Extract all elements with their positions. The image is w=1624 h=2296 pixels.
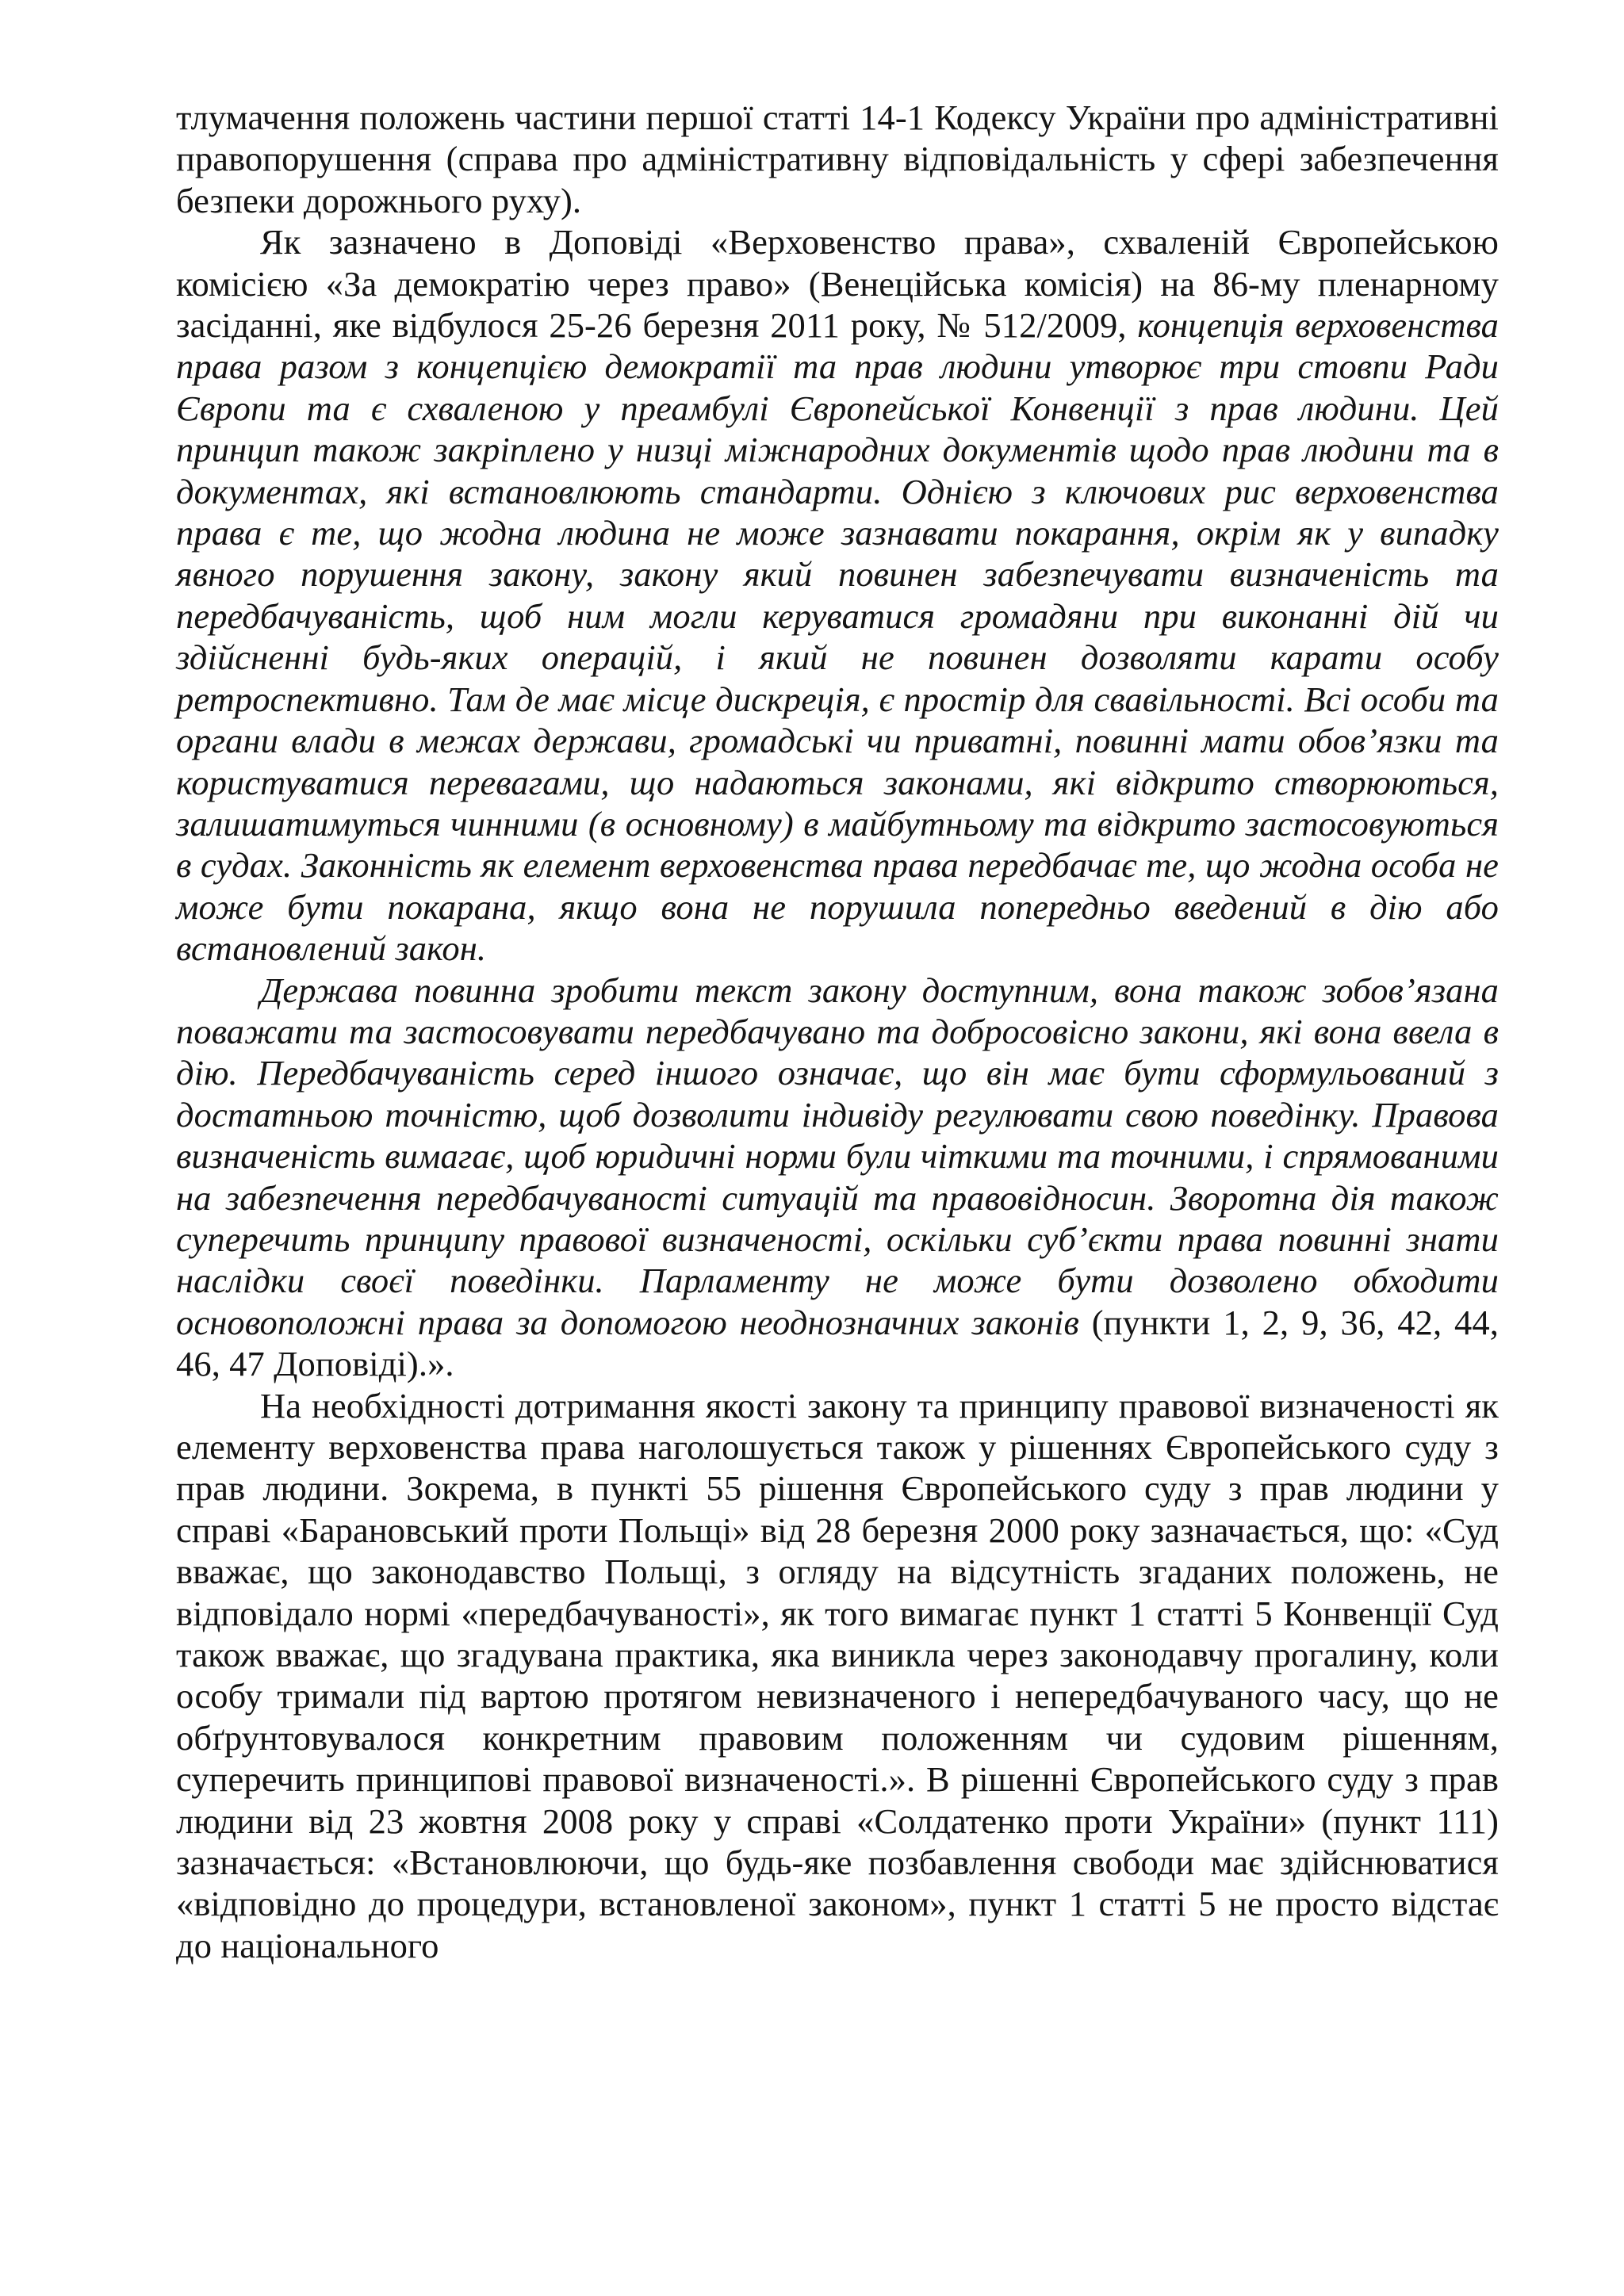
paragraph-echr-case-law <box>176 1385 1499 1967</box>
paragraph-text-run: (пункти 1, 2, 9, 36, 42, 44, 46, 47 Доповіді).». <box>176 1302 1499 1384</box>
paragraph-text-run: тлумачення положень частини першої статті 14-1 Кодексу України про адміністративні правопорушення (справа про адміністративну відповідальність у сфері забезпечення безпеки дорожнього руху). <box>176 98 1499 220</box>
paragraph-venice-commission-report <box>176 221 1499 969</box>
paragraph-text-run: На необхідності дотримання якості закону та принципу правової визначеності як елементу верховенства права наголошується також у рішеннях Європейського суду з прав людини. Зокрема, в пункті 55 рішення Європейського суду з прав людини у справі «Барановський проти Польщі» від 28 березня 2000 року зазначається, що: «Суд вважає, що законодавство Польщі, з огляду на відсутність згаданих положень, не відповідало нормі «передбачуваності», як того вимагає пункт 1 статті 5 Конвенції Суд також вважає, що згадувана практика, яка виникла через законодавчу прогалину, коли особу тримали під вартою протягом невизначеного і непередбачуваного часу, що не обґрунтовувалося конкретним правовим положенням чи судовим рішенням, суперечить принципові правової визначеності.». В рішенні Європейського суду з прав людини від 23 жовтня 2008 року у справі «Солдатенко проти України» (пункт 111) зазначається: «Встановлюючи, що будь-яке позбавлення свободи має здійснюватися «відповідно до процедури, встановленої законом», пункт 1 статті 5 не просто відстає до національного <box>176 1385 1499 1965</box>
paragraph-continuation <box>176 97 1499 221</box>
quoted-italic-text: концепція верховенства права разом з концепцією демократії та прав людини утворює три стовпи Ради Європи та є схваленою у преамбулі Європейської Конвенції з прав людини. Цей принцип також закріплено у низці міжнародних документів щодо прав людини та в документах, які встановлюють стандарти. Однією з ключових рис верховенства права є те, що жодна людина не може зазнавати покарання, окрім як у випадку явного порушення закону, закону який повинен забезпечувати визначеність та передбачуваність, щоб ним могли керуватися громадяни при виконанні дій чи здійсненні будь-яких операцій, і який не повинен дозволяти карати особу ретроспективно. Там де має місце дискреція, є простір для свавільності. Всі особи та органи влади в межах держави, громадські чи приватні, повинні мати обов’язки та користуватися перевагами, що надаються законами, які відкрито створюються, залишатимуться чинними (в основному) в майбутньому та відкрито застосовуються в судах. Законність як елемент верховенства права передбачає те, що жодна особа не може бути покарана, якщо вона не порушила попередньо введений в дію або встановлений закон. <box>176 305 1500 969</box>
quoted-italic-text: Держава повинна зробити текст закону доступним, вона також зобов’язана поважати та застосовувати передбачувано та добросовісно закони, які вона ввела в дію. Передбачуваність серед іншого означає, що він має бути сформульований з достатньою точністю, щоб дозволити індивіду регулювати свою поведінку. Правова визначеність вимагає, щоб юридичні норми були чіткими та точними, і спрямованими на забезпечення передбачуваності ситуацій та правовідносин. Зворотна дія також суперечить принципу правової визначеності, оскільки суб’єкти права повинні знати наслідки своєї поведінки. Парламенту не може бути дозволено обходити основоположні права за допомогою неоднозначних законів <box>176 970 1499 1342</box>
paragraph-state-obligations <box>176 970 1499 1385</box>
paragraph-text-run: Як зазначено в Доповіді «Верховенство права», схваленій Європейською комісією «За демократію через право» (Венеційська комісія) на 86-му пленарному засіданні, яке відбулося 25-26 березня 2011 року, № 512/2009, <box>176 222 1499 346</box>
document-body <box>176 97 1499 1966</box>
